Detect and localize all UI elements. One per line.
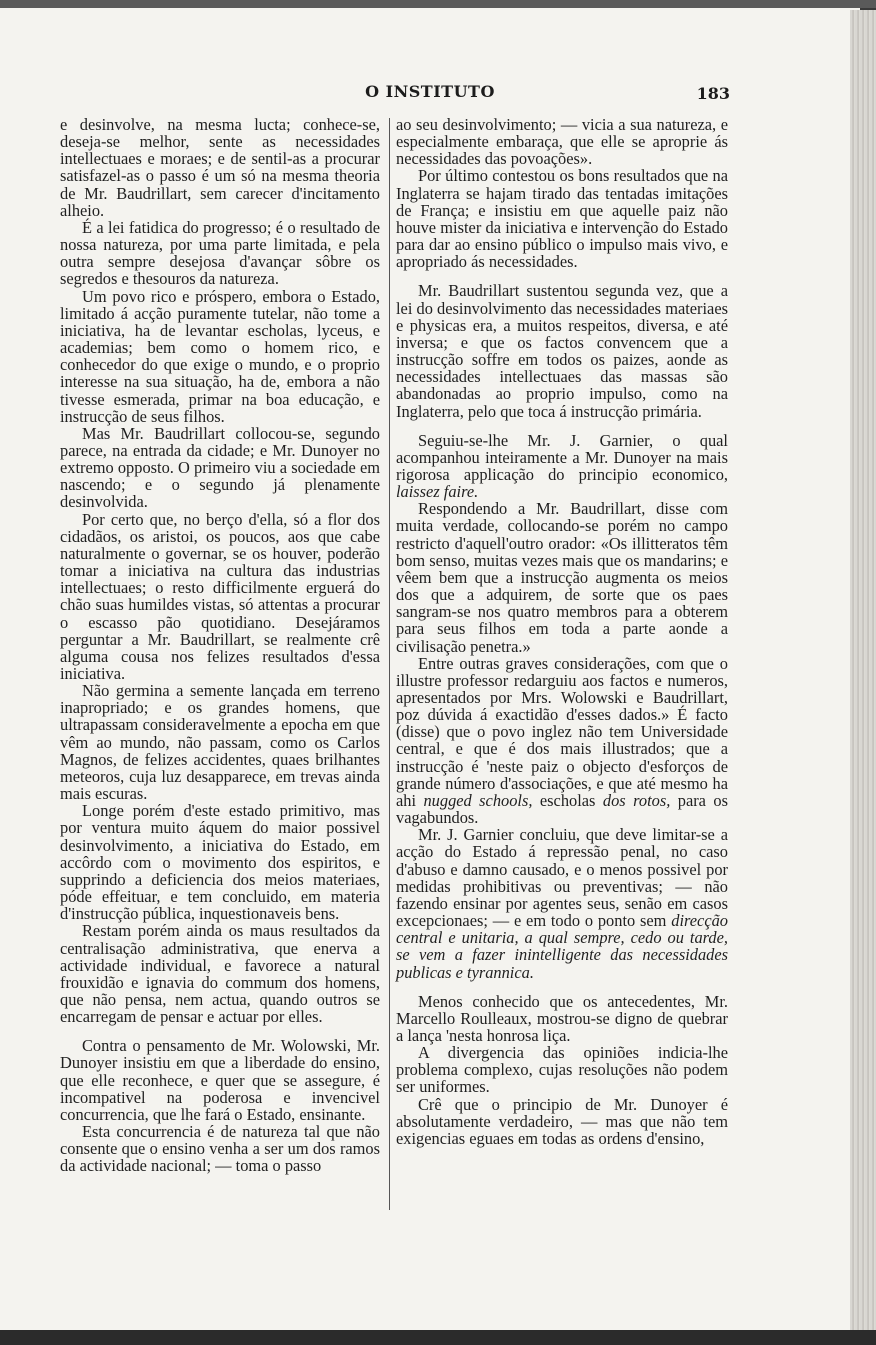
paragraph [396,655,728,827]
paragraph: A divergencia das opiniões indicia-lhe problema complexo, cujas resoluções não podem ser uniformes. [396,1043,728,1097]
scan-border-top [0,0,876,8]
paragraph: Restam porém ainda os maus resultados da centralisação administrativa, que enerva a actividade individual, e favorece a natural frouxidão e ignavia do commum dos homens, que não pensa, nem actua, quando outros se encarregam de pensar e actuar por elles. [60,921,380,1027]
italic-phrase: direcção central e unitaria, a qual sempre, cedo ou tarde, se vem a fazer inintelligente das necessidades publicas e tyrannica. [396,911,728,982]
scan-border-bottom [0,1330,876,1345]
text-run: escholas [539,790,596,810]
paragraph: É a lei fatidica do progresso; é o resultado de nossa natureza, por uma parte limitada, e pela outra sempre desejosa d'avançar sôbre os segredos e thesouros da natureza. [60,217,380,289]
paragraph: Esta concurrencia é de natureza tal que não consente que o ensino venha a ser um dos ramos da actividade nacional; — toma o passo [60,1122,380,1176]
running-title: O INSTITUTO [365,82,495,101]
paragraph: Por certo que, no berço d'ella, só a flor dos cidadãos, os aristoi, os poucos, aos que cabe naturalmente o governar, se os houver, poderão tomar a iniciativa na cultura das industrias intellectuaes; o resto difficilmente erguerá do chão suas humildes vistas, só attentas a procurar o escasso pão quotidiano. Desejáramos perguntar a Mr. Baudrillart, se realmente crê alguma cousa nos felizes resultados d'essa iniciativa. [60,509,380,683]
paragraph: Crê que o principio de Mr. Dunoyer é absolutamente verdadeiro, — mas que não tem exigencias eguaes em todas as ordens d'ensino, [396,1094,728,1148]
text-run: para os vagabundos. [396,790,728,828]
column-divider [389,118,390,1210]
paragraph: Não germina a semente lançada em terreno inapropriado; e os grandes homens, que ultrapassam consideravelmente a epocha em que vêm ao mundo, não passam, como os Carlos Magnos, de felizes accidentes, quaes brilhantes meteoros, cuja luz desapparece, em trevas ainda mais escuras. [60,681,380,804]
paragraph: ao seu desinvolvimento; — vicia a sua natureza, e especialmente embaraça, que elle se aproprie ás necessidades das povoações». [396,115,728,169]
italic-phrase: nugged schools, [423,790,533,810]
text-run: Entre outras graves considerações, com que o illustre professor redarguiu aos factos e numeros, apresentados por Mrs. Wolowski e Baudrillart, poz dúvida á exactidão d'esses dados.» É facto (disse) que o povo inglez não tem Universidade central, e que é dos mais illustrados; que a instrucção é 'neste paiz o objecto d'esforços de grande número d'associações, e que até mesmo ha ahi [396,653,728,810]
page-number: 183 [696,84,730,103]
left-text-column [60,116,380,1175]
paragraph [396,432,728,501]
italic-phrase: dos rotos, [602,790,671,810]
text-run: Seguiu-se-lhe Mr. J. Garnier, o qual acompanhou inteiramente a Mr. Dunoyer na mais rigorosa applicação do principio economico, [396,430,728,484]
paragraph: Menos conhecido que os antecedentes, Mr. Marcello Roulleaux, mostrou-se digno de quebrar a lança 'nesta honrosa liça. [396,991,728,1045]
paragraph: Mas Mr. Baudrillart collocou-se, segundo parece, na entrada da cidade; e Mr. Dunoyer no extremo opposto. O primeiro viu a sociedade em nascendo; e o segundo já plenamente desinvolvida. [60,423,380,512]
right-text-column [396,116,728,1147]
paragraph: Longe porém d'este estado primitivo, mas por ventura muito áquem do maior possivel desinvolvimento, a iniciativa do Estado, em accôrdo com o movimento dos espiritos, e supprindo a deficiencia dos meios materiaes, póde effeituar, e tem concluido, em materia d'instrucção pública, inquestionaveis bens. [60,801,380,924]
paragraph [396,826,728,980]
paragraph: Respondendo a Mr. Baudrillart, disse com muita verdade, collocando-se porém no campo restricto d'aquell'outro orador: «Os illitteratos têm bom senso, muitas vezes mais que os mandarins; e vêem bem que a instrucção augmenta os meios dos que a adquirem, de sorte que os paes sangram-se nos quatro membros para a obterem para seus filhos em toda a parte aonde a civilisação penetra.» [396,499,728,656]
paragraph: Mr. Baudrillart sustentou segunda vez, que a lei do desinvolvimento das necessidades materiaes e physicas era, a muitos respeitos, diversa, e até inversa; e que os factos convencem que a instrucção soffre em todos os paizes, aonde as necessidades intellectuaes das massas são abandonadas ao proprio impulso, como na Inglaterra, pelo que toca á instrucção primária. [396,281,728,421]
text-run: Mr. J. Garnier concluiu, que deve limitar-se a acção do Estado á repressão penal, no caso d'abuso e damno causado, e o menos possivel por medidas prohibitivas ou preventivas; — não fazendo ensinar por agentes seus, senão em casos excepcionaes; — e em todo o ponto sem [396,825,728,931]
italic-phrase: laissez faire. [396,482,479,502]
page-edge [850,10,876,1330]
paragraph: Contra o pensamento de Mr. Wolowski, Mr. Dunoyer insistiu em que a liberdade do ensino, que elle reconhece, e quer que se assegure, é incompativel na poderosa e invencivel concurrencia, que lhe fará o Estado, ensinante. [60,1036,380,1124]
paragraph: e desinvolve, na mesma lucta; conhece-se, deseja-se melhor, sente as necessidades intellectuaes e moraes; e de sentil-as a procurar satisfazel-as o passo é um só na mesma theoria de Mr. Baudrillart, sem carecer d'incitamento alheio. [60,115,380,220]
paragraph: Por último contestou os bons resultados que na Inglaterra se hajam tirado das tentadas imitações de França; e insistiu em que aquelle paiz não houve mister da iniciativa e intervenção do Estado para dar ao ensino público o impulso mais vivo, e apropriado ás necessidades. [396,166,728,272]
paragraph: Um povo rico e próspero, embora o Estado, limitado á acção puramente tutelar, não tome a iniciativa, ha de levantar escholas, lyceus, e academias; bem como o homem rico, e conhecedor do que exige o mundo, e o proprio interesse na sua situação, ha de, embora a não tivesse esmerada, primar na boa educação, e instrucção de seus filhos. [60,286,380,426]
